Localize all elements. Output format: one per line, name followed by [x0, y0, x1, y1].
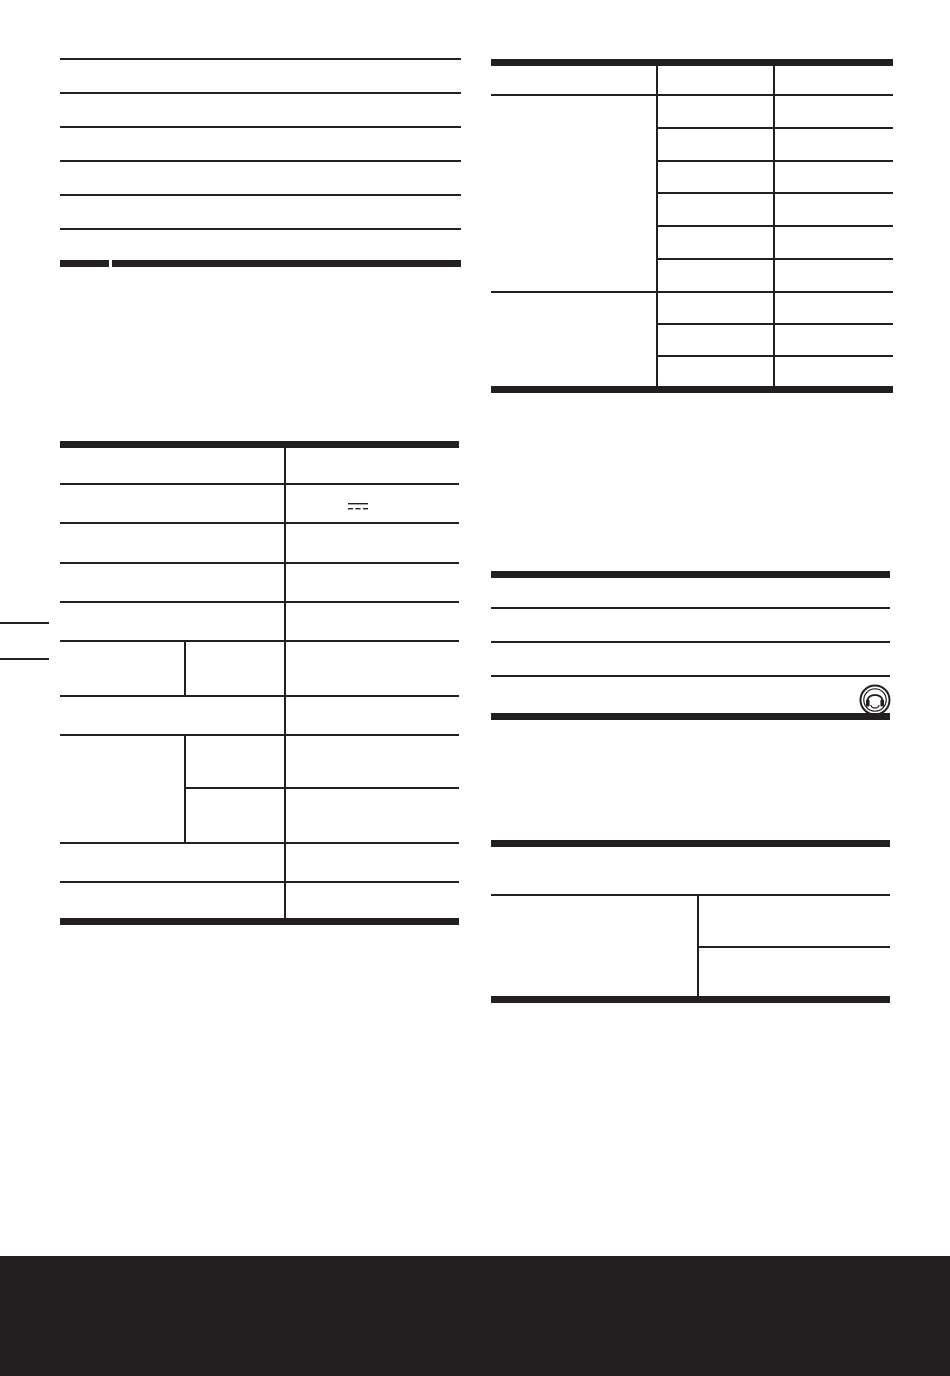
table-rule: [60, 194, 461, 196]
table-rule: [698, 946, 890, 948]
table-rule: [657, 355, 893, 357]
table-bottom-rule: [60, 918, 459, 925]
section-marker-line: [0, 622, 49, 624]
table-column-divider: [284, 448, 286, 920]
table-rule: [60, 483, 459, 485]
table-bottom-rule: [491, 713, 890, 720]
table-rule: [60, 522, 459, 524]
table-rule: [491, 641, 890, 643]
table-rule: [60, 640, 459, 642]
table-rule: [491, 894, 890, 896]
table-rule: [60, 92, 461, 94]
table-rule: [185, 787, 459, 789]
table-rule: [491, 607, 890, 609]
table-top-rule: [491, 59, 893, 66]
table-rule: [60, 58, 461, 60]
table-rule: [60, 734, 459, 736]
table-rule: [60, 842, 459, 844]
direct-current-symbol: [348, 503, 368, 511]
table-subcolumn-divider: [184, 735, 186, 843]
table-rule: [657, 127, 893, 129]
table-rule: [491, 94, 893, 96]
table-rule: [491, 291, 893, 293]
table-bottom-rule: [60, 260, 461, 267]
table-bottom-rule: [491, 996, 890, 1003]
table-column-gap: [109, 260, 112, 267]
table-rule: [60, 562, 459, 564]
section-marker-line: [0, 658, 49, 660]
table-rule: [657, 323, 893, 325]
table-rule: [491, 675, 890, 677]
table-rule: [657, 225, 893, 227]
wear-ear-protection-icon: [859, 684, 891, 716]
table-subcolumn-divider: [184, 641, 186, 696]
table-rule: [60, 228, 461, 230]
table-rule: [657, 160, 893, 162]
table-top-rule: [60, 441, 459, 448]
footer-band: [0, 1256, 950, 1376]
table-bottom-rule: [491, 386, 893, 393]
table-rule: [60, 695, 459, 697]
table-rule: [60, 881, 459, 883]
table-rule: [60, 601, 459, 603]
table-top-rule: [491, 571, 890, 578]
table-rule: [657, 192, 893, 194]
table-top-rule: [491, 840, 890, 847]
table-rule: [60, 126, 461, 128]
table-rule: [657, 258, 893, 260]
table-rule: [60, 160, 461, 162]
